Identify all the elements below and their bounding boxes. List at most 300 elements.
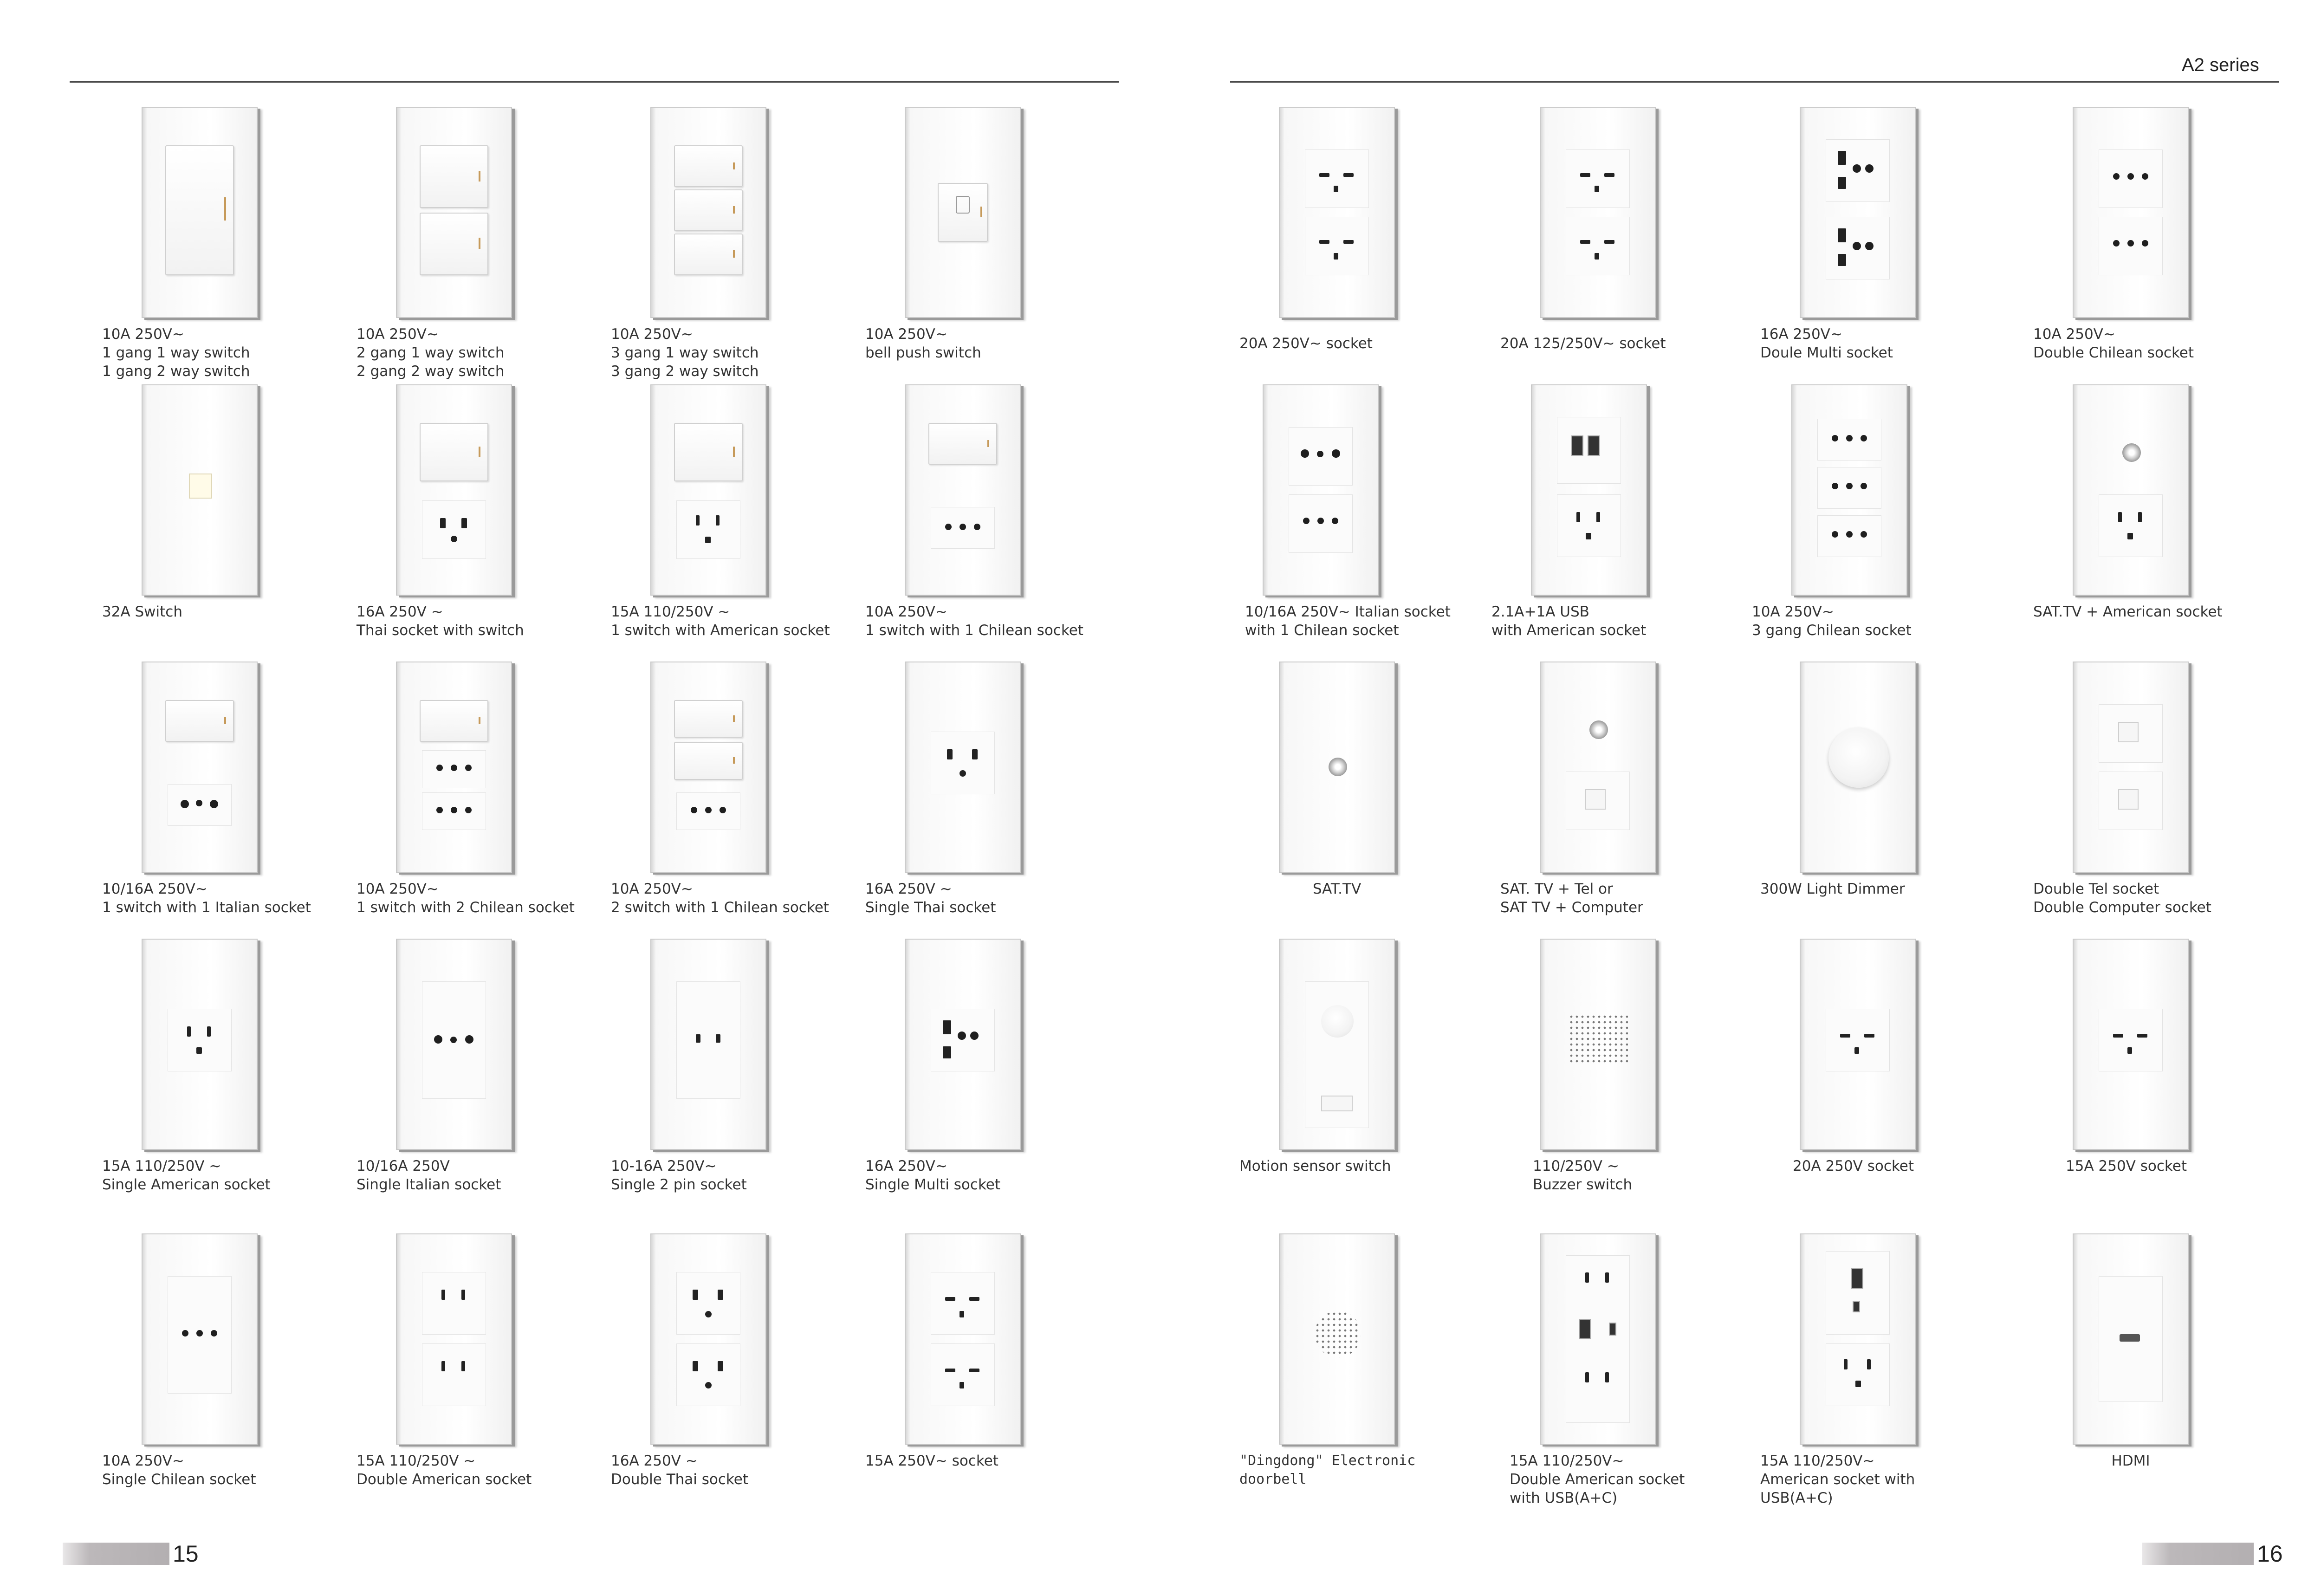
product-caption: 16A 250V ~ Double Thai socket bbox=[611, 1453, 748, 1488]
socket-pin bbox=[705, 537, 711, 543]
socket-pin bbox=[943, 1046, 951, 1058]
american-socket-module bbox=[1826, 1343, 1890, 1406]
product-caption: 10A 250V~ 1 switch with 2 Chilean socket bbox=[357, 881, 575, 916]
switch-rocker bbox=[674, 189, 743, 231]
socket-pin bbox=[705, 1382, 712, 1388]
chilean-socket-module bbox=[676, 792, 740, 830]
italian-socket-module bbox=[1289, 427, 1353, 486]
product-plate bbox=[396, 939, 512, 1150]
socket-pin bbox=[2142, 173, 2148, 180]
left-page-bar bbox=[63, 1543, 169, 1565]
product-caption: 15A 110/250V~ Double American socket with USB(A+C) bbox=[1510, 1453, 1685, 1506]
american-socket-module bbox=[422, 1272, 486, 1335]
product-plate bbox=[1279, 939, 1395, 1150]
product-item bbox=[357, 662, 607, 940]
product-plate bbox=[905, 939, 1021, 1150]
chilean-socket-module bbox=[422, 792, 486, 830]
product-caption: 2.1A+1A USB with American socket bbox=[1491, 603, 1647, 639]
socket-pin bbox=[705, 807, 712, 813]
tv-coax-icon bbox=[1589, 720, 1608, 739]
product-caption: 20A 250V socket bbox=[1793, 1158, 1914, 1174]
socket-pin bbox=[947, 749, 953, 759]
product-plate bbox=[142, 384, 258, 596]
product-plate bbox=[650, 662, 766, 873]
socket-pin bbox=[451, 536, 457, 542]
universal-socket-module bbox=[1566, 149, 1630, 208]
multi-socket-module bbox=[1826, 139, 1890, 202]
socket-pin bbox=[465, 1035, 473, 1044]
product-caption: 20A 125/250V~ socket bbox=[1500, 335, 1666, 352]
socket-pin bbox=[1585, 1372, 1589, 1382]
socket-pin bbox=[196, 800, 202, 806]
socket-pin bbox=[960, 1311, 964, 1317]
socket-pin bbox=[945, 524, 952, 530]
tel-module bbox=[1566, 772, 1630, 830]
product-caption: 15A 110/250V~ American socket with USB(A+C) bbox=[1760, 1453, 1915, 1506]
product-item bbox=[1500, 1233, 1751, 1512]
product-item bbox=[2033, 384, 2284, 663]
right-page-number: 16 bbox=[2257, 1541, 2283, 1567]
left-page-number: 15 bbox=[173, 1541, 199, 1567]
product-item bbox=[102, 1233, 353, 1512]
socket-pin bbox=[1585, 1272, 1589, 1283]
socket-pin bbox=[1332, 518, 1338, 524]
socket-pin bbox=[1838, 151, 1846, 165]
socket-pin bbox=[1846, 483, 1853, 489]
socket-pin bbox=[436, 807, 443, 813]
motion-sensor-module bbox=[1305, 981, 1369, 1128]
product-item bbox=[1491, 384, 1742, 663]
socket-pin bbox=[1334, 253, 1338, 260]
product-caption: SAT.TV bbox=[1312, 881, 1361, 897]
product-item bbox=[357, 384, 607, 663]
product-item bbox=[865, 107, 1116, 385]
socket-pin bbox=[2127, 173, 2134, 180]
product-item bbox=[1500, 107, 1751, 385]
socket-pin bbox=[960, 524, 966, 530]
product-plate bbox=[396, 1233, 512, 1445]
switch-rocker bbox=[165, 700, 234, 742]
product-item bbox=[1500, 939, 1751, 1217]
socket-pin bbox=[1844, 1359, 1848, 1369]
socket-pin bbox=[960, 770, 966, 777]
socket-pin bbox=[1838, 228, 1846, 242]
socket-pin bbox=[2127, 533, 2133, 539]
product-caption: "Dingdong" Electronic doorbell bbox=[1239, 1453, 1416, 1487]
socket-pin bbox=[1832, 483, 1838, 489]
socket-pin bbox=[1861, 435, 1867, 441]
socket-pin bbox=[461, 1361, 465, 1371]
universal-socket-module bbox=[1566, 217, 1630, 275]
usb-c-port bbox=[1609, 1323, 1616, 1336]
socket-pin bbox=[1846, 531, 1853, 538]
chilean-socket-module bbox=[1817, 515, 1881, 557]
product-caption: 15A 110/250V ~ Single American socket bbox=[102, 1158, 271, 1193]
product-item bbox=[865, 662, 1116, 940]
switch-rocker bbox=[420, 145, 488, 208]
product-item bbox=[1760, 939, 2011, 1217]
socket-pin bbox=[1580, 240, 1590, 244]
switch-rocker bbox=[420, 700, 488, 742]
product-caption: 10A 250V~ 2 gang 1 way switch 2 gang 2 way switch bbox=[357, 326, 505, 380]
usb-module bbox=[1826, 1251, 1890, 1335]
product-item bbox=[102, 662, 353, 940]
thai-socket-module bbox=[676, 1343, 740, 1406]
socket-pin bbox=[434, 1035, 442, 1044]
rj-module bbox=[2099, 704, 2163, 763]
dimmer-knob bbox=[1828, 727, 1889, 788]
product-plate bbox=[650, 107, 766, 318]
product-caption: SAT. TV + Tel or SAT TV + Computer bbox=[1500, 881, 1643, 916]
product-caption: SAT.TV + American socket bbox=[2033, 603, 2223, 620]
socket-pin bbox=[1604, 240, 1614, 244]
series-label: A2 series bbox=[2182, 55, 2259, 75]
socket-pin bbox=[1832, 435, 1838, 441]
switch-module bbox=[189, 474, 212, 499]
socket-pin bbox=[693, 1290, 698, 1300]
product-item bbox=[865, 939, 1116, 1217]
product-caption: 10/16A 250V~ Italian socket with 1 Chilean socket bbox=[1245, 603, 1451, 639]
socket-pin bbox=[1586, 533, 1591, 539]
socket-pin bbox=[705, 1311, 712, 1317]
socket-pin bbox=[1846, 435, 1853, 441]
product-caption: 10A 250V~ bell push switch bbox=[865, 326, 981, 361]
product-caption: 10A 250V~ Single Chilean socket bbox=[102, 1453, 256, 1488]
socket-pin bbox=[207, 1026, 211, 1037]
socket-pin bbox=[1576, 512, 1580, 522]
product-plate bbox=[1531, 384, 1647, 596]
product-item bbox=[2033, 939, 2284, 1217]
product-plate bbox=[142, 662, 258, 873]
socket-pin bbox=[465, 807, 472, 813]
socket-pin bbox=[2113, 240, 2120, 247]
socket-pin bbox=[716, 1034, 720, 1043]
socket-pin bbox=[696, 1034, 700, 1043]
product-caption: 10A 250V~ 1 gang 1 way switch 1 gang 2 way switch bbox=[102, 326, 250, 380]
socket-pin bbox=[1319, 240, 1329, 244]
product-item bbox=[2033, 662, 2284, 940]
product-plate bbox=[396, 662, 512, 873]
switch-rocker bbox=[674, 145, 743, 187]
socket-pin bbox=[718, 1361, 723, 1371]
product-caption: 32A Switch bbox=[102, 603, 182, 620]
socket-pin bbox=[716, 515, 720, 526]
product-plate bbox=[142, 107, 258, 318]
product-plate bbox=[1800, 1233, 1916, 1445]
product-plate bbox=[1791, 384, 1907, 596]
socket-pin bbox=[461, 518, 467, 528]
multi-socket-module bbox=[1826, 217, 1890, 279]
switch-rocker bbox=[674, 700, 743, 738]
socket-pin bbox=[187, 1026, 191, 1037]
usb-c-port bbox=[1853, 1301, 1860, 1312]
socket-pin bbox=[441, 1290, 445, 1300]
socket-pin bbox=[2138, 512, 2142, 522]
right-top-rule bbox=[1230, 81, 2279, 83]
socket-pin bbox=[1301, 449, 1309, 458]
american-socket-module bbox=[1557, 494, 1621, 557]
socket-pin bbox=[1303, 518, 1310, 524]
american-socket-module bbox=[676, 500, 740, 559]
product-item bbox=[611, 384, 862, 663]
product-item bbox=[611, 662, 862, 940]
product-item bbox=[1239, 939, 1490, 1217]
sensor-lens bbox=[1321, 1005, 1354, 1038]
switch-rocker bbox=[674, 234, 743, 275]
rj-port bbox=[2118, 789, 2139, 810]
product-plate bbox=[396, 384, 512, 596]
two-pin-socket-module bbox=[676, 981, 740, 1099]
socket-pin bbox=[1605, 1372, 1609, 1382]
switch-rocker bbox=[674, 423, 743, 481]
switch-rocker bbox=[928, 423, 997, 465]
socket-pin bbox=[2127, 1047, 2132, 1054]
socket-pin bbox=[2113, 173, 2120, 180]
product-item bbox=[1207, 384, 1458, 663]
product-caption: HDMI bbox=[2111, 1453, 2150, 1469]
chilean-socket-module bbox=[1289, 494, 1353, 553]
switch-rocker bbox=[674, 742, 743, 779]
socket-pin bbox=[2127, 240, 2134, 247]
socket-pin bbox=[691, 807, 697, 813]
product-caption: 10A 250V~ 3 gang 1 way switch 3 gang 2 way switch bbox=[611, 326, 759, 380]
socket-pin bbox=[960, 1382, 964, 1388]
socket-pin bbox=[465, 765, 472, 771]
bell-icon bbox=[956, 196, 970, 214]
product-caption: 20A 250V~ socket bbox=[1239, 335, 1373, 352]
socket-pin bbox=[210, 800, 218, 808]
socket-pin bbox=[196, 1330, 203, 1336]
buzzer-grill bbox=[1569, 1014, 1628, 1065]
universal-socket-module bbox=[1826, 1009, 1890, 1071]
thai-socket-module bbox=[931, 732, 995, 794]
product-plate bbox=[396, 107, 512, 318]
socket-pin bbox=[943, 1020, 951, 1034]
italian-socket-module bbox=[168, 784, 232, 826]
switch-rocker bbox=[420, 423, 488, 481]
socket-pin bbox=[720, 807, 726, 813]
product-caption: 16A 250V ~ Single Thai socket bbox=[865, 881, 996, 916]
socket-pin bbox=[945, 1369, 955, 1372]
product-caption: Motion sensor switch bbox=[1239, 1158, 1391, 1174]
product-plate bbox=[1540, 939, 1656, 1150]
socket-pin bbox=[1853, 164, 1861, 173]
socket-pin bbox=[1861, 483, 1867, 489]
universal-socket-module bbox=[931, 1343, 995, 1406]
product-caption: 16A 250V ~ Thai socket with switch bbox=[357, 603, 524, 639]
product-plate bbox=[650, 384, 766, 596]
socket-pin bbox=[441, 1361, 445, 1371]
socket-pin bbox=[970, 1032, 979, 1040]
socket-pin bbox=[1604, 173, 1614, 177]
product-item bbox=[865, 1233, 1116, 1512]
socket-pin bbox=[182, 1330, 188, 1336]
product-plate bbox=[905, 384, 1021, 596]
product-plate bbox=[1800, 107, 1916, 318]
product-item bbox=[357, 1233, 607, 1512]
product-item bbox=[1752, 384, 2003, 663]
product-caption: 10A 250V~ 2 switch with 1 Chilean socket bbox=[611, 881, 829, 916]
socket-pin bbox=[693, 1361, 698, 1371]
product-plate bbox=[650, 939, 766, 1150]
rj-port bbox=[2118, 722, 2139, 742]
left-top-rule bbox=[70, 81, 1119, 83]
switch-rocker bbox=[420, 213, 488, 275]
product-item bbox=[102, 107, 353, 385]
socket-pin bbox=[450, 1037, 457, 1043]
socket-pin bbox=[1853, 242, 1861, 250]
product-plate bbox=[1279, 1233, 1395, 1445]
socket-pin bbox=[2118, 512, 2122, 522]
product-item bbox=[357, 939, 607, 1217]
socket-pin bbox=[1319, 173, 1329, 177]
product-plate bbox=[1540, 1233, 1656, 1445]
socket-pin bbox=[1343, 240, 1354, 244]
product-item bbox=[1760, 1233, 2011, 1512]
product-caption: 10A 250V~ 3 gang Chilean socket bbox=[1752, 603, 1912, 639]
chilean-socket-module bbox=[2099, 149, 2163, 208]
socket-pin bbox=[451, 807, 457, 813]
socket-pin bbox=[1595, 186, 1599, 192]
socket-pin bbox=[958, 1032, 966, 1040]
universal-socket-module bbox=[1305, 217, 1369, 275]
switch-rocker bbox=[165, 145, 234, 275]
universal-socket-module bbox=[931, 1272, 995, 1335]
socket-pin bbox=[1865, 242, 1874, 250]
socket-pin bbox=[196, 1047, 202, 1054]
product-caption: 300W Light Dimmer bbox=[1760, 881, 1905, 897]
chilean-socket-module bbox=[2099, 217, 2163, 275]
product-caption: 10A 250V~ Double Chilean socket bbox=[2033, 326, 2194, 361]
socket-pin bbox=[1867, 1359, 1871, 1369]
product-caption: 10A 250V~ 1 switch with 1 Chilean socket bbox=[865, 603, 1083, 639]
usb-a-port bbox=[1579, 1319, 1591, 1339]
product-plate bbox=[142, 939, 258, 1150]
socket-pin bbox=[461, 1290, 465, 1300]
product-plate bbox=[2073, 939, 2189, 1150]
product-item bbox=[611, 1233, 862, 1512]
product-caption: 10/16A 250V Single Italian socket bbox=[357, 1158, 501, 1193]
tv-coax-icon bbox=[1329, 758, 1347, 776]
chilean-socket-module bbox=[168, 1276, 232, 1394]
product-caption: 16A 250V~ Single Multi socket bbox=[865, 1158, 1001, 1193]
socket-pin bbox=[2137, 1034, 2147, 1038]
product-caption: 15A 250V~ socket bbox=[865, 1453, 998, 1469]
product-plate bbox=[2073, 1233, 2189, 1445]
product-item bbox=[2033, 107, 2284, 385]
socket-pin bbox=[1854, 1047, 1859, 1054]
tv-coax-icon bbox=[2122, 443, 2141, 462]
socket-pin bbox=[436, 765, 443, 771]
product-plate bbox=[2073, 107, 2189, 318]
usb-port bbox=[1571, 435, 1583, 456]
product-item bbox=[1760, 107, 2011, 385]
product-item bbox=[611, 939, 862, 1217]
socket-pin bbox=[969, 1297, 979, 1301]
thai-socket-module bbox=[676, 1272, 740, 1335]
product-caption: 10-16A 250V~ Single 2 pin socket bbox=[611, 1158, 747, 1193]
multi-socket-module bbox=[931, 1009, 995, 1071]
product-item bbox=[1500, 662, 1751, 940]
socket-pin bbox=[1832, 531, 1838, 538]
hdmi-module bbox=[2099, 1276, 2163, 1402]
product-caption: 15A 110/250V ~ Double American socket bbox=[357, 1453, 532, 1488]
socket-pin bbox=[1861, 531, 1867, 538]
socket-pin bbox=[969, 1369, 979, 1372]
socket-pin bbox=[718, 1290, 723, 1300]
american-socket-module bbox=[168, 1009, 232, 1071]
tel-port bbox=[1585, 789, 1606, 810]
product-plate bbox=[2073, 384, 2189, 596]
socket-pin bbox=[1864, 1034, 1874, 1038]
product-item bbox=[1239, 1233, 1490, 1512]
product-item bbox=[102, 384, 353, 663]
socket-pin bbox=[451, 765, 457, 771]
product-item bbox=[865, 384, 1116, 663]
product-caption: 15A 110/250V ~ 1 switch with American socket bbox=[611, 603, 830, 639]
socket-pin bbox=[1317, 451, 1323, 457]
chilean-socket-module bbox=[1817, 467, 1881, 509]
product-item bbox=[2033, 1233, 2284, 1512]
product-item bbox=[611, 107, 862, 385]
socket-pin bbox=[1855, 1381, 1861, 1387]
right-page-bar bbox=[2142, 1543, 2254, 1565]
socket-pin bbox=[696, 515, 700, 526]
product-caption: 110/250V ~ Buzzer switch bbox=[1533, 1158, 1633, 1193]
socket-pin bbox=[440, 518, 446, 528]
product-plate bbox=[1800, 662, 1916, 873]
product-plate bbox=[1279, 662, 1395, 873]
universal-socket-module bbox=[2099, 1009, 2163, 1071]
product-caption: Double Tel socket Double Computer socket bbox=[2033, 881, 2211, 916]
product-item bbox=[1760, 662, 2011, 940]
usb-port bbox=[1588, 435, 1600, 456]
chilean-socket-module bbox=[931, 507, 995, 549]
socket-pin bbox=[1343, 173, 1354, 177]
socket-pin bbox=[2113, 1034, 2123, 1038]
socket-pin bbox=[1334, 186, 1338, 192]
usb-a-port bbox=[1851, 1268, 1863, 1289]
doorbell-speaker bbox=[1315, 1311, 1361, 1357]
product-plate bbox=[905, 662, 1021, 873]
product-plate bbox=[905, 107, 1021, 318]
socket-pin bbox=[1865, 164, 1874, 173]
thai-socket-module bbox=[422, 500, 486, 559]
rj-module bbox=[2099, 772, 2163, 830]
socket-pin bbox=[972, 749, 978, 759]
chilean-socket-module bbox=[1817, 419, 1881, 461]
product-plate bbox=[650, 1233, 766, 1445]
product-plate bbox=[142, 1233, 258, 1445]
socket-pin bbox=[1840, 1034, 1850, 1038]
product-plate bbox=[1279, 107, 1395, 318]
american-usb-socket-module bbox=[1566, 1255, 1630, 1423]
socket-pin bbox=[211, 1330, 217, 1336]
socket-pin bbox=[181, 800, 189, 808]
product-plate bbox=[905, 1233, 1021, 1445]
chilean-socket-module bbox=[422, 750, 486, 788]
sensor-button bbox=[1321, 1096, 1353, 1111]
american-socket-module bbox=[2099, 494, 2163, 557]
product-item bbox=[1239, 662, 1490, 940]
socket-pin bbox=[1605, 1272, 1609, 1283]
product-item bbox=[1239, 107, 1490, 385]
product-plate bbox=[1263, 384, 1379, 596]
hdmi-port bbox=[2120, 1334, 2140, 1342]
socket-pin bbox=[2142, 240, 2148, 247]
socket-pin bbox=[1838, 177, 1846, 189]
socket-pin bbox=[1580, 173, 1590, 177]
